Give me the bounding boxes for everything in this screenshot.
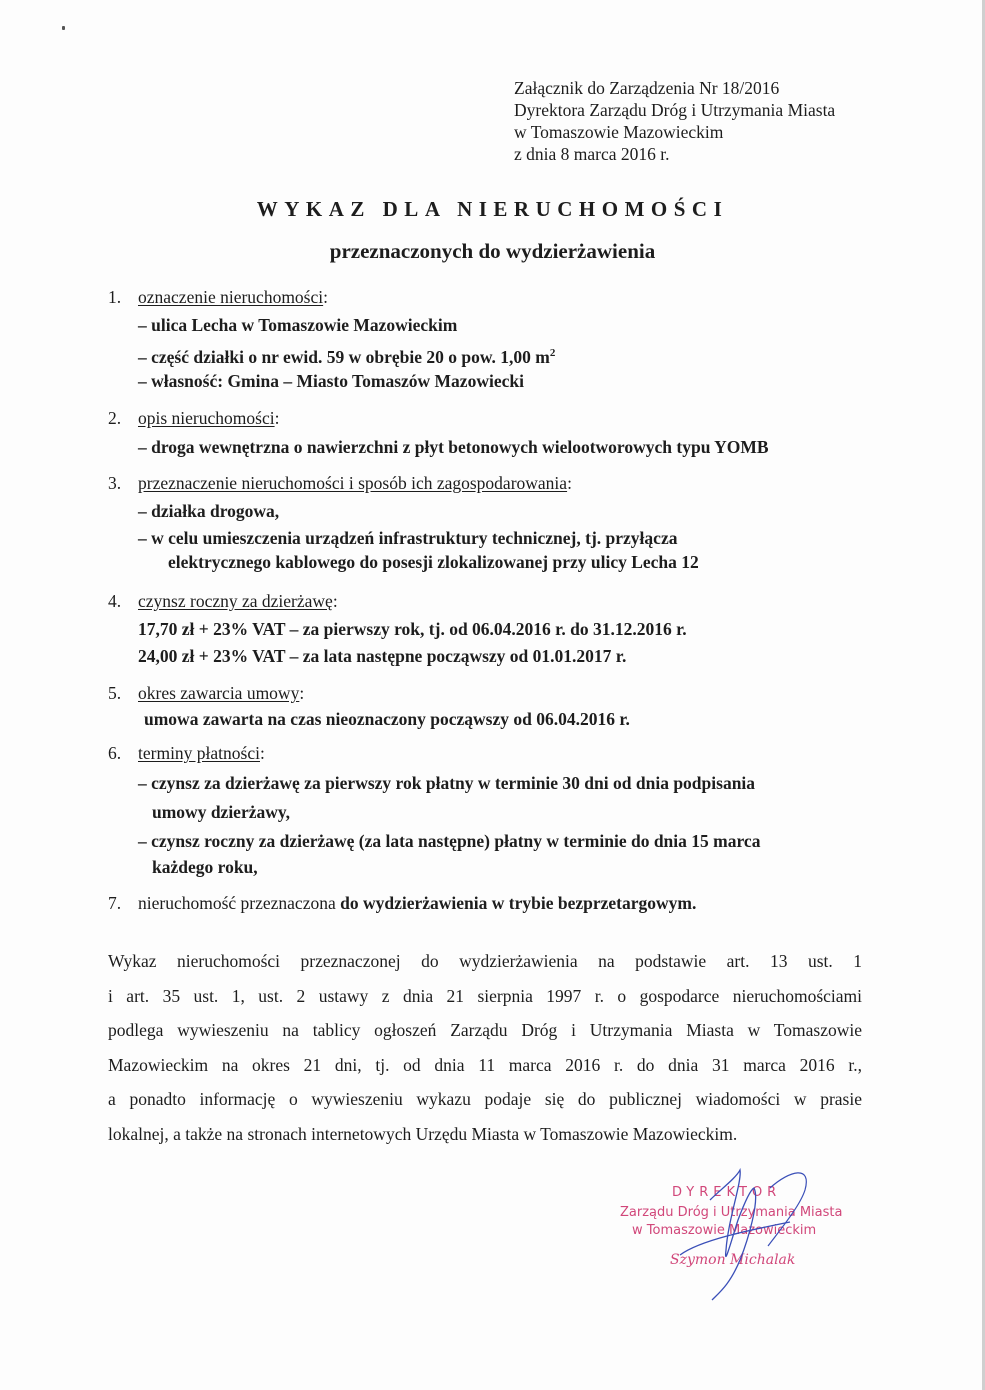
- handwritten-signature: [640, 1160, 820, 1310]
- document-title: WYKAZ DLA NIERUCHOMOŚCI: [256, 197, 729, 221]
- list-item: każdego roku,: [152, 857, 258, 877]
- stamp-title: DYREKTOR: [672, 1185, 782, 1200]
- stamp-name: Szymon Michalak: [670, 1252, 796, 1268]
- list-item: umowy dzierżawy,: [152, 802, 291, 822]
- list-item: umowa zawarta na czas nieoznaczony począwszy od 06.04.2016 r.: [144, 709, 630, 729]
- attachment-line: Dyrektora Zarządu Dróg i Utrzymania Miasta: [514, 100, 836, 120]
- list-item: – część działki o nr ewid. 59 w obrębie 20 o pow. 1,00 $m^2$: [138, 346, 556, 367]
- paragraph-line: i art. 35 ust. 1, ust. 2 ustawy z dnia 21 sierpnia 1997 r. o gospodarce nieruchomościami: [108, 985, 862, 1006]
- section-number: 5.: [108, 683, 122, 703]
- list-item: – droga wewnętrzna o nawierzchni z płyt betonowych wielootworowych typu YOMB: [138, 437, 769, 457]
- section-number: 3.: [108, 473, 122, 493]
- section-heading: przeznaczenie nieruchomości i sposób ich zagospodarowania:: [138, 473, 572, 493]
- paragraph-line: a ponadto informację o wywieszeniu wykazu podaje się do publicznej wiadomości w prasie: [108, 1089, 862, 1109]
- stamp-line: w Tomaszowie Mazowieckim: [632, 1223, 817, 1238]
- list-item: – własność: Gmina – Miasto Tomaszów Mazowiecki: [138, 371, 524, 391]
- section-heading: opis nieruchomości:: [138, 408, 280, 428]
- attachment-line: z dnia 8 marca 2016 r.: [514, 144, 670, 164]
- section-heading: oznaczenie nieruchomości:: [138, 287, 328, 307]
- section-heading: okres zawarcia umowy:: [138, 683, 305, 703]
- section-number: 7.: [108, 893, 122, 913]
- section-heading: terminy płatności:: [138, 743, 265, 763]
- attachment-line: Załącznik do Zarządzenia Nr 18/2016: [514, 78, 780, 98]
- section-number: 1.: [108, 287, 122, 307]
- section-number: 6.: [108, 743, 122, 763]
- document-subtitle: przeznaczonych do wydzierżawienia: [329, 239, 656, 263]
- list-item: – ulica Lecha w Tomaszowie Mazowieckim: [138, 315, 458, 335]
- scan-speck: [62, 26, 65, 30]
- list-item: – czynsz za dzierżawę za pierwszy rok płatny w terminie 30 dni od dnia podpisania: [138, 773, 756, 793]
- notice-paragraph: [108, 944, 862, 1151]
- section-text: nieruchomość przeznaczona do wydzierżawienia w trybie bezprzetargowym.: [138, 893, 697, 913]
- list-item: – w celu umieszczenia urządzeń infrastruktury technicznej, tj. przyłącza: [138, 528, 678, 548]
- attachment-line: w Tomaszowie Mazowieckim: [514, 122, 724, 142]
- paragraph-line: podlega wywieszeniu na tablicy ogłoszeń Zarządu Dróg i Utrzymania Miasta w Tomaszowie: [108, 1020, 862, 1040]
- list-item: elektrycznego kablowego do posesji zlokalizowanej przy ulicy Lecha 12: [168, 552, 699, 572]
- section-number: 2.: [108, 408, 122, 428]
- list-item: – czynsz roczny za dzierżawę (za lata następne) płatny w terminie do dnia 15 marca: [138, 831, 761, 851]
- paragraph-line: Wykaz nieruchomości przeznaczonej do wydzierżawienia na podstawie art. 13 ust. 1: [108, 951, 862, 971]
- section-heading: czynsz roczny za dzierżawę:: [138, 591, 338, 611]
- list-item: – działka drogowa,: [138, 501, 280, 521]
- paragraph-line: Mazowieckim na okres 21 dni, tj. od dnia 11 marca 2016 r. do dnia 31 marca 2016 r.,: [108, 1054, 862, 1075]
- list-item: 24,00 zł + 23% VAT – za lata następne począwszy od 01.01.2017 r.: [138, 646, 627, 666]
- paragraph-line: lokalnej, a także na stronach internetowych Urzędu Miasta w Tomaszowie Mazowieckim.: [108, 1123, 738, 1144]
- section-number: 4.: [108, 591, 122, 611]
- attachment-note: [514, 77, 835, 165]
- list-item: 17,70 zł + 23% VAT – za pierwszy rok, tj. od 06.04.2016 r. do 31.12.2016 r.: [138, 619, 687, 639]
- stamp-line: Zarządu Dróg i Utrzymania Miasta: [620, 1205, 843, 1220]
